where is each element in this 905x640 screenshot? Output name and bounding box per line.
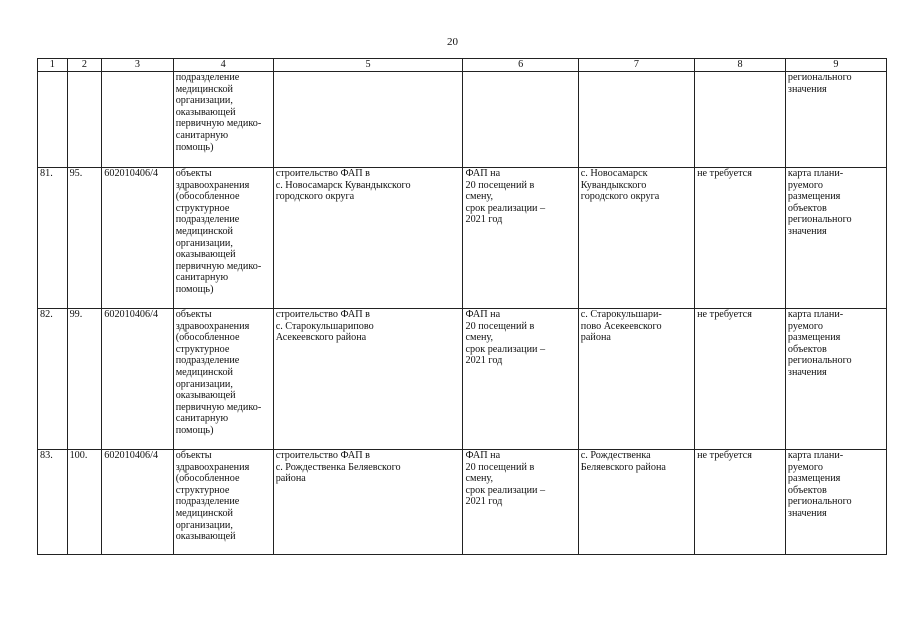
- table-cell: с. Новосамарск Кувандыкского городского округа: [578, 168, 694, 309]
- table-cell: карта плани- руемого размещения объектов регионального значения: [785, 450, 886, 555]
- column-header: 5: [273, 59, 463, 72]
- table-cell: объекты здравоохранения (обособленное структурное подразделение медицинской организации, оказывающей первичную медико- санитарную помощь): [173, 309, 273, 450]
- document-table: [37, 58, 887, 555]
- table-cell: строительство ФАП в с. Новосамарск Кувандыкского городского округа: [273, 168, 463, 309]
- table-cell: объекты здравоохранения (обособленное структурное подразделение медицинской организации, оказывающей: [173, 450, 273, 555]
- table-cell: 95.: [67, 168, 102, 309]
- table-cell: 602010406/4: [102, 309, 173, 450]
- table-cell: ФАП на 20 посещений в смену, срок реализации – 2021 год: [463, 168, 578, 309]
- table-cell: 602010406/4: [102, 450, 173, 555]
- table-cell: 81.: [38, 168, 68, 309]
- table-cell: [38, 72, 68, 168]
- column-header: 6: [463, 59, 578, 72]
- table-cell: [102, 72, 173, 168]
- table-cell: ФАП на 20 посещений в смену, срок реализации – 2021 год: [463, 309, 578, 450]
- table-cell: 82.: [38, 309, 68, 450]
- column-header: 1: [38, 59, 68, 72]
- table-cell: с. Старокульшари- пово Асекеевского района: [578, 309, 694, 450]
- table-cell: подразделение медицинской организации, оказывающей первичную медико- санитарную помощь): [173, 72, 273, 168]
- table-cell: [695, 72, 786, 168]
- table-cell: 99.: [67, 309, 102, 450]
- table-cell: регионального значения: [785, 72, 886, 168]
- column-header: 9: [785, 59, 886, 72]
- table-cell: строительство ФАП в с. Рождественка Беляевского района: [273, 450, 463, 555]
- table-row: [38, 309, 887, 450]
- table-cell: строительство ФАП в с. Старокульшарипово Асекеевского района: [273, 309, 463, 450]
- table-cell: 602010406/4: [102, 168, 173, 309]
- table-cell: объекты здравоохранения (обособленное структурное подразделение медицинской организации, оказывающей первичную медико- санитарную помощь): [173, 168, 273, 309]
- table-cell: 83.: [38, 450, 68, 555]
- table-row: [38, 168, 887, 309]
- table-cell: 100.: [67, 450, 102, 555]
- column-header: 7: [578, 59, 694, 72]
- table-cell: не требуется: [695, 168, 786, 309]
- table-row: [38, 450, 887, 555]
- table-cell: не требуется: [695, 450, 786, 555]
- page-number: 20: [447, 36, 458, 48]
- table-cell: [578, 72, 694, 168]
- column-header: 4: [173, 59, 273, 72]
- table-cell: не требуется: [695, 309, 786, 450]
- column-header: 2: [67, 59, 102, 72]
- header-row: [38, 59, 887, 72]
- table-cell: [67, 72, 102, 168]
- table-cell: [463, 72, 578, 168]
- table-cell: карта плани- руемого размещения объектов регионального значения: [785, 168, 886, 309]
- table-cell: [273, 72, 463, 168]
- table-cell: карта плани- руемого размещения объектов регионального значения: [785, 309, 886, 450]
- table-row: [38, 72, 887, 168]
- column-header: 8: [695, 59, 786, 72]
- table-cell: ФАП на 20 посещений в смену, срок реализации – 2021 год: [463, 450, 578, 555]
- table-cell: с. Рождественка Беляевского района: [578, 450, 694, 555]
- column-header: 3: [102, 59, 173, 72]
